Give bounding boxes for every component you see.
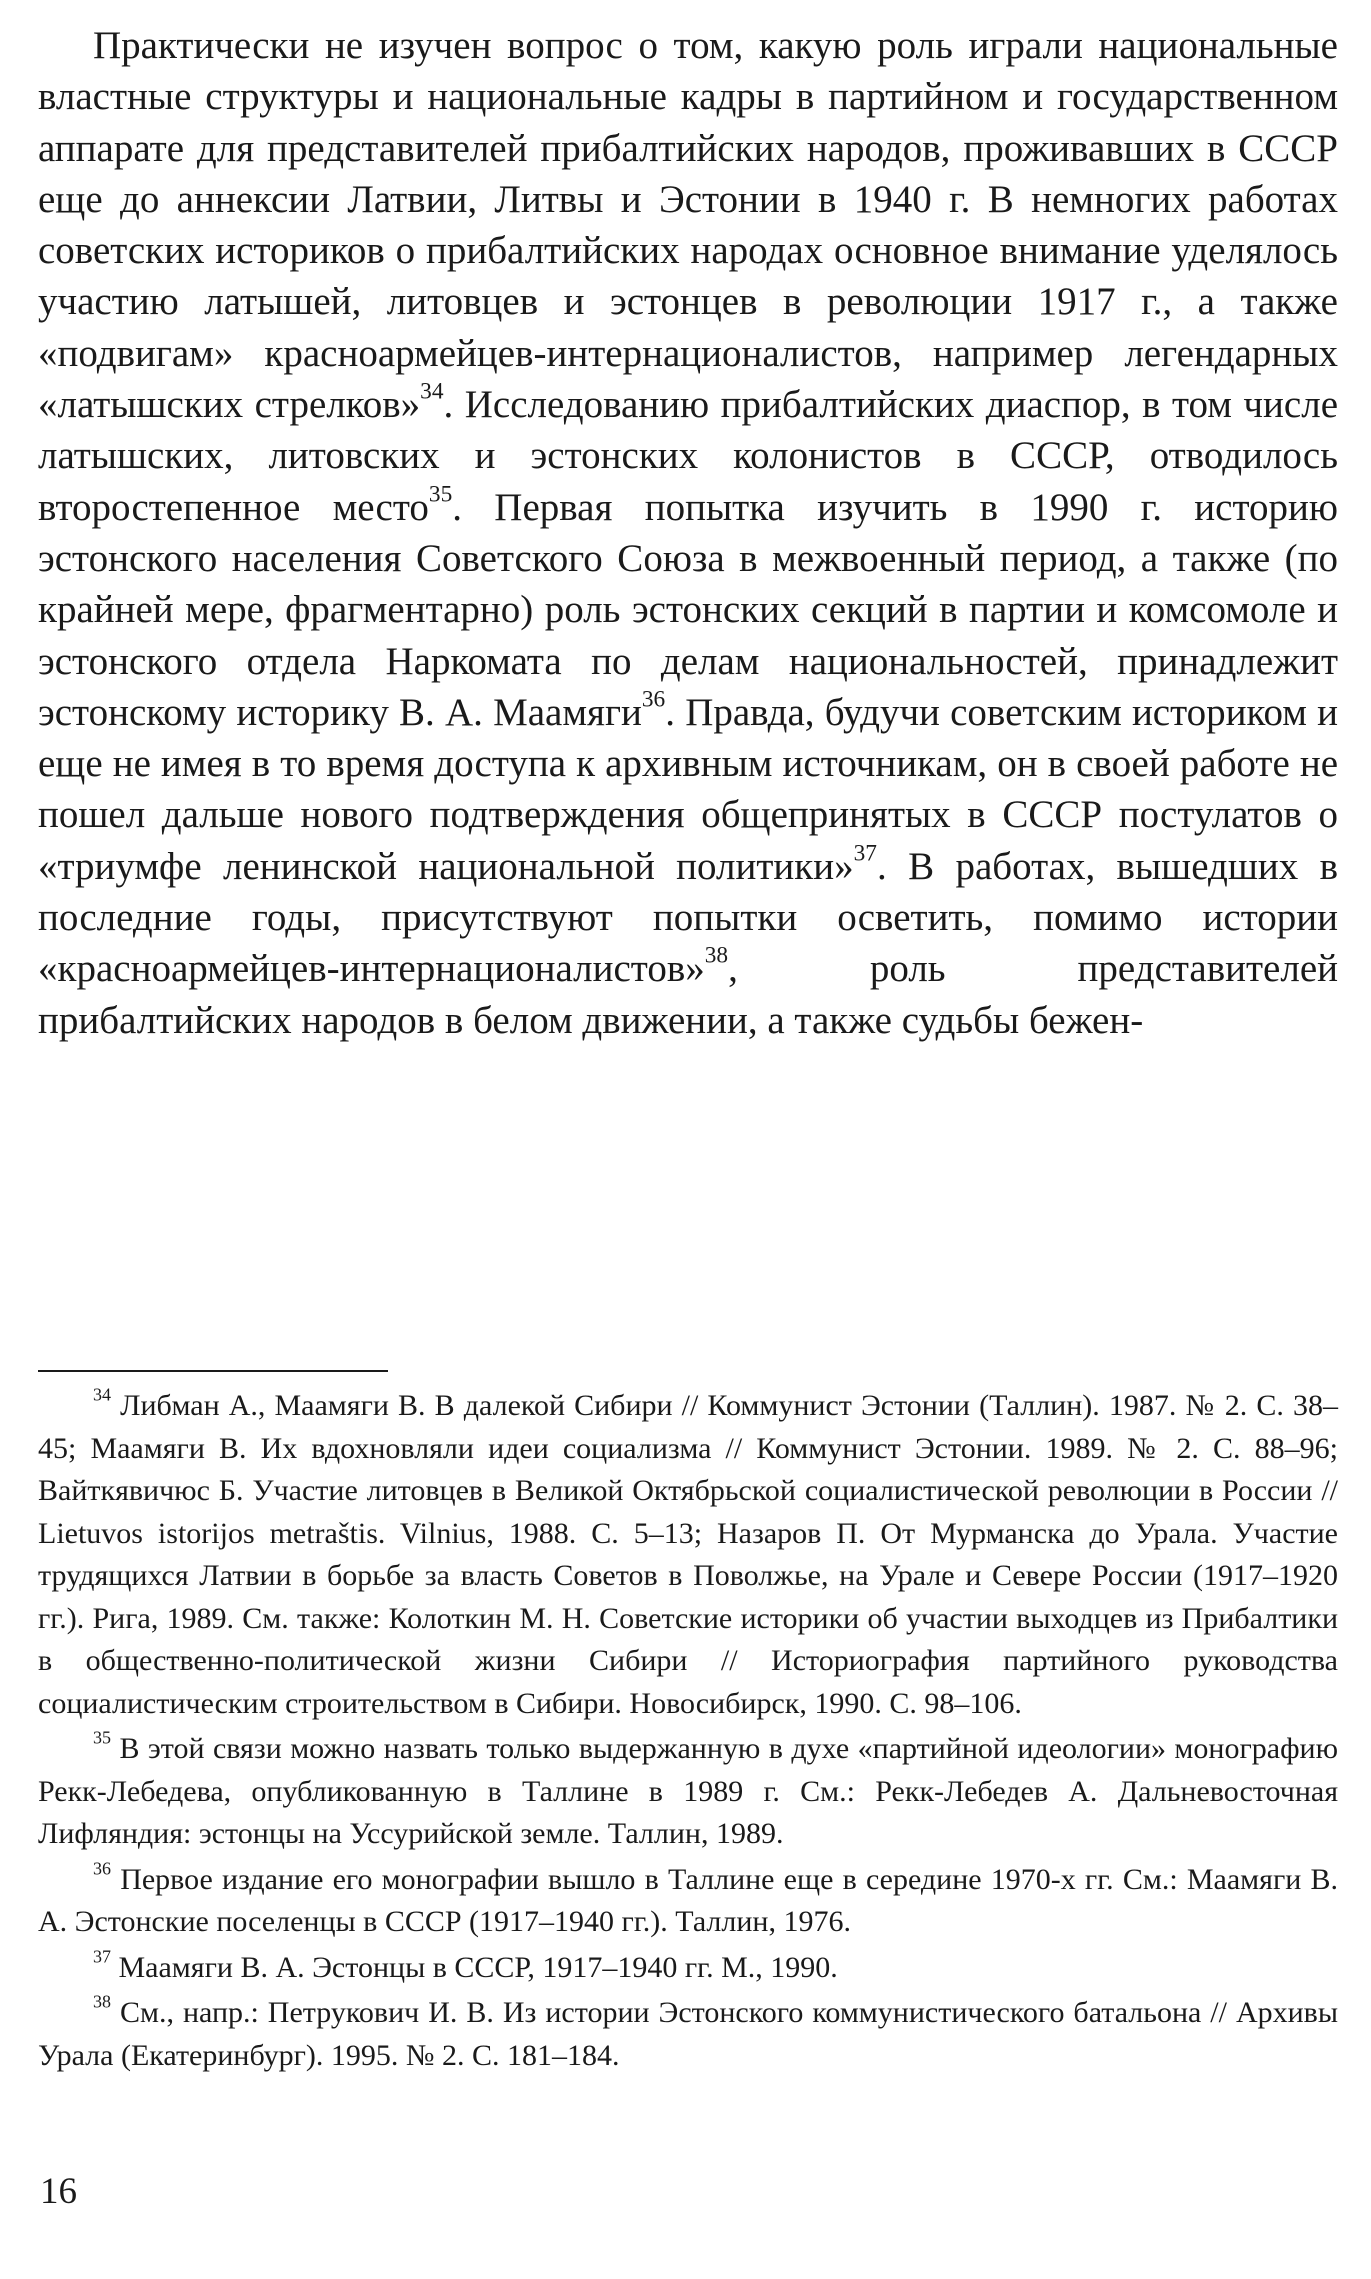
footnote-number: 37	[93, 1946, 111, 1967]
footnotes-section	[38, 1385, 1338, 2080]
footnote-reference[interactable]: 38	[704, 942, 729, 969]
main-text-part: . Исследованию прибалтийских диаспор, в том числе латышских, литовских и эстонских колонистов в СССР, отводилось второстепенное место	[38, 383, 1339, 529]
page-body	[38, 20, 1338, 1046]
footnote-text: В этой связи можно назвать только выдержанную в духе «партийной идеологии» монографию Рекк-Лебедева, опубликованную в Таллине в 1989 г. См.: Рекк-Лебедев А. Дальневосточная Лифляндия: эстонцы на Уссурийской земле. Таллин, 1989.	[38, 1732, 1338, 1850]
footnote	[38, 1728, 1338, 1856]
footnote	[38, 1947, 1338, 1990]
footnote-number: 35	[93, 1727, 111, 1748]
footnote-number: 36	[93, 1858, 111, 1879]
footnote-text: Либман А., Маамяги В. В далекой Сибири // Коммунист Эстонии (Таллин). 1987. № 2. С. 38–45; Маамяги В. Их вдохновляли идеи социализма // Коммунист Эстонии. 1989. № 2. С. 88–96; Вайткявичюс Б. Участие литовцев в Великой Октябрьской социалистической революции в России // Lietuvos istorijos metraštis. Vilnius, 1988. С. 5–13; Назаров П. От Мурманска до Урала. Участие трудящихся Латвии в борьбе за власть Советов в Поволжье, на Урале и Севере России (1917–1920 гг.). Рига, 1989. См. также: Колоткин М. Н. Советские историки об участии выходцев из Прибалтики в общественно-политической жизни Сибири // Историография партийного руководства социалистическим строительством в Сибири. Новосибирск, 1990. С. 98–106.	[38, 1389, 1339, 1720]
main-paragraph	[38, 20, 1338, 1046]
footnote-reference[interactable]: 37	[853, 840, 877, 867]
footnote-reference[interactable]: 36	[641, 686, 666, 713]
footnote-number: 34	[93, 1384, 111, 1405]
main-text-part: Практически не изучен вопрос о том, какую роль играли национальные властные структуры и национальные кадры в партийном и государственном аппарате для представителей прибалтийских народов, проживавших в СССР еще до аннексии Латвии, Литвы и Эстонии в 1940 г. В немногих работах советских историков о прибалтийских народах основное внимание уделялось участию латышей, литовцев и эстонцев в революции 1917 г., а также «подвигам» красноармейцев-интернационалистов, например легендарных «латышских стрелков»	[38, 24, 1338, 427]
main-text-part: . Правда, будучи советским историком и еще не имея в то время доступа к архивным источникам, он в своей работе не пошел дальше нового подтверждения общепринятых в СССР постулатов о «триумфе ленинской национальной политики»	[38, 690, 1338, 888]
footnote-reference[interactable]: 35	[428, 480, 453, 507]
footnote	[38, 1385, 1338, 1725]
main-text-part: . В работах, вышедших в последние годы, присутствуют попытки осветить, помимо истории «красноармейцев-интернационалистов»	[38, 844, 1339, 991]
footnote-separator	[38, 1370, 388, 1372]
footnote	[38, 1992, 1338, 2077]
main-text-part: . Первая попытка изучить в 1990 г. историю эстонского населения Советского Союза в межвоенный период, а также (по крайней мере, фрагментарно) роль эстонских секций в партии и комсомоле и эстонского отдела Наркомата по делам национальностей, принадлежит эстонскому историку В. А. Маамяги	[38, 485, 1338, 734]
footnote-text: См., напр.: Петрукович И. В. Из истории Эстонского коммунистического батальона // Архивы Урала (Екатеринбург). 1995. № 2. С. 181–184.	[38, 1996, 1338, 2072]
footnote-number: 38	[93, 1991, 111, 2012]
footnote-text: Первое издание его монографии вышло в Таллине еще в середине 1970-х гг. См.: Маамяги В. А. Эстонские поселенцы в СССР (1917–1940 гг.). Таллин, 1976.	[38, 1862, 1339, 1938]
footnote	[38, 1859, 1338, 1944]
footnote-reference[interactable]: 34	[420, 378, 444, 405]
page-number: 16	[40, 2171, 77, 2212]
footnote-text: Маамяги В. А. Эстонцы в СССР, 1917–1940 гг. М., 1990.	[118, 1950, 838, 1984]
main-text-part: , роль представителей прибалтийских народов в белом движении, а также судьбы бежен-	[38, 947, 1338, 1042]
